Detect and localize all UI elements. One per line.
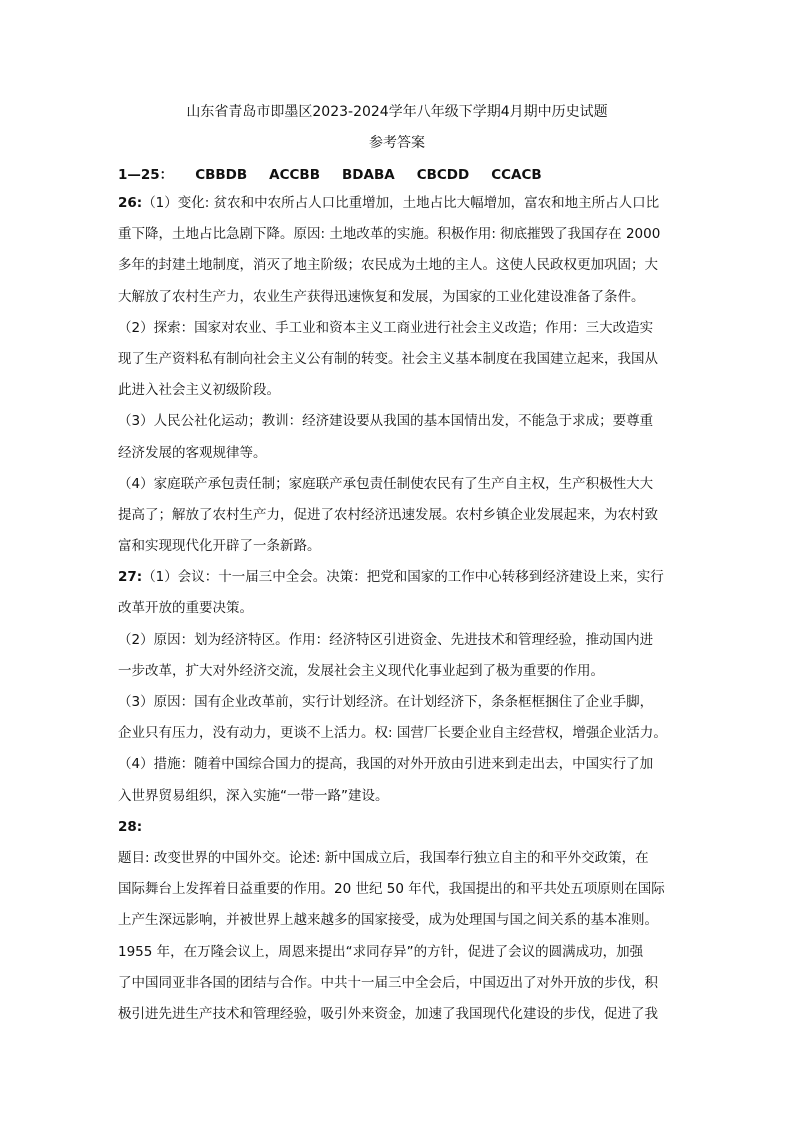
multiple-choice-answers [118,162,678,188]
mc-answer-group: BDABA [342,167,395,183]
q27-text: （1）会议：十一届三中全会。决策：把党和国家的工作中心转移到经济建设上来，实行 [142,569,664,586]
q26-line: 富和实现现代化开辟了一条新路。 [118,538,321,555]
q27-line: 改革开放的重要决策。 [118,600,253,617]
q28-line: 国际舞台上发挥着日益重要的作用。20 世纪 50 年代，我国提出的和平共处五项原则在国际 [118,881,665,898]
q26-line [118,188,678,219]
q26-line: 提高了；解放了农村生产力，促进了农村经济迅速发展。农村乡镇企业发展起来，为农村致 [118,506,658,523]
q26-line: （4）家庭联产承包责任制；家庭联产承包责任制使农民有了生产自主权，生产积极性大大 [118,475,654,492]
q26-line: （2）探索：国家对农业、手工业和资本主义工商业进行社会主义改造；作用：三大改造实 [118,319,654,336]
q26-line: 现了生产资料私有制向社会主义公有制的转变。社会主义基本制度在我国建立起来，我国从 [118,350,658,367]
q26-line: 重下降，土地占比急剧下降。原因: 土地改革的实施。积极作用: 彻底摧毁了我国存在 2000 [118,226,661,243]
document-subtitle: 参考答案 [369,135,425,151]
mc-answer-group: CCACB [491,167,542,183]
mc-range-label: 1—25： [118,167,174,183]
q27-line: （2）原因：划为经济特区。作用：经济特区引进资金、先进技术和管理经验，推动国内进 [118,631,654,648]
mc-answer-group: CBCDD [416,167,470,183]
q26-text: （1）变化: 贫农和中农所占人口比重增加，土地占比大幅增加，富农和地主所占人口比 [142,195,660,211]
q27-line: （3）原因：国有企业改革前，实行计划经济。在计划经济下，条条框框捆住了企业手脚， [118,694,654,710]
q27-line: 一步改革，扩大对外经济交流，发展社会主义现代化事业起到了极为重要的作用。 [118,662,604,679]
q26-line: 大解放了农村生产力，农业生产获得迅速恢复和发展，为国家的工业化建设准备了条件。 [118,288,645,305]
document-title: 山东省青岛市即墨区2023-2024学年八年级下学期4月期中历史试题 [186,104,608,120]
q26-line: 此进入社会主义初级阶段。 [118,382,280,399]
q27-line [118,562,678,593]
mc-answer-group: CBBDB [195,167,248,183]
q27-line: 入世界贸易组织，深入实施“一带一路”建设。 [118,787,389,804]
q28-line: 极引进先进生产技术和管理经验，吸引外来资金，加速了我国现代化建设的步伐，促进了我 [118,1005,658,1022]
q28-label: 28: [118,818,143,835]
q26-line: 经济发展的客观规律等。 [118,444,267,461]
q26-line: 多年的封建土地制度，消灭了地主阶级；农民成为土地的主人。这使人民政权更加巩固；大 [118,257,658,274]
q28-label-line [118,812,678,843]
q26-label: 26: [118,195,143,211]
q28-line: 1955 年，在万隆会议上，周恩来提出“求同存异”的方针，促进了会议的圆满成功，加强 [118,943,644,960]
q28-line: 了中国同亚非各国的团结与合作。中共十一届三中全会后，中国迈出了对外开放的步伐，积 [118,974,658,991]
answer-content [118,162,678,1030]
mc-answer-group: ACCBB [269,167,321,183]
q26-line: （3）人民公社化运动；教训：经济建设要从我国的基本国情出发，不能急于求成；要尊重 [118,413,654,430]
q27-label: 27: [118,569,143,586]
q28-line: 题目: 改变世界的中国外交。论述: 新中国成立后，我国奉行独立自主的和平外交政策，在 [118,849,649,866]
q28-line: 上产生深远影响，并被世界上越来越多的国家接受，成为处理国与国之间关系的基本准则。 [118,912,658,929]
q27-line: 企业只有压力，没有动力，更谈不上活力。权: 国营厂长要企业自主经营权，增强企业活力。 [118,725,667,742]
q27-line: （4）措施：随着中国综合国力的提高，我国的对外开放由引进来到走出去，中国实行了加 [118,756,654,773]
